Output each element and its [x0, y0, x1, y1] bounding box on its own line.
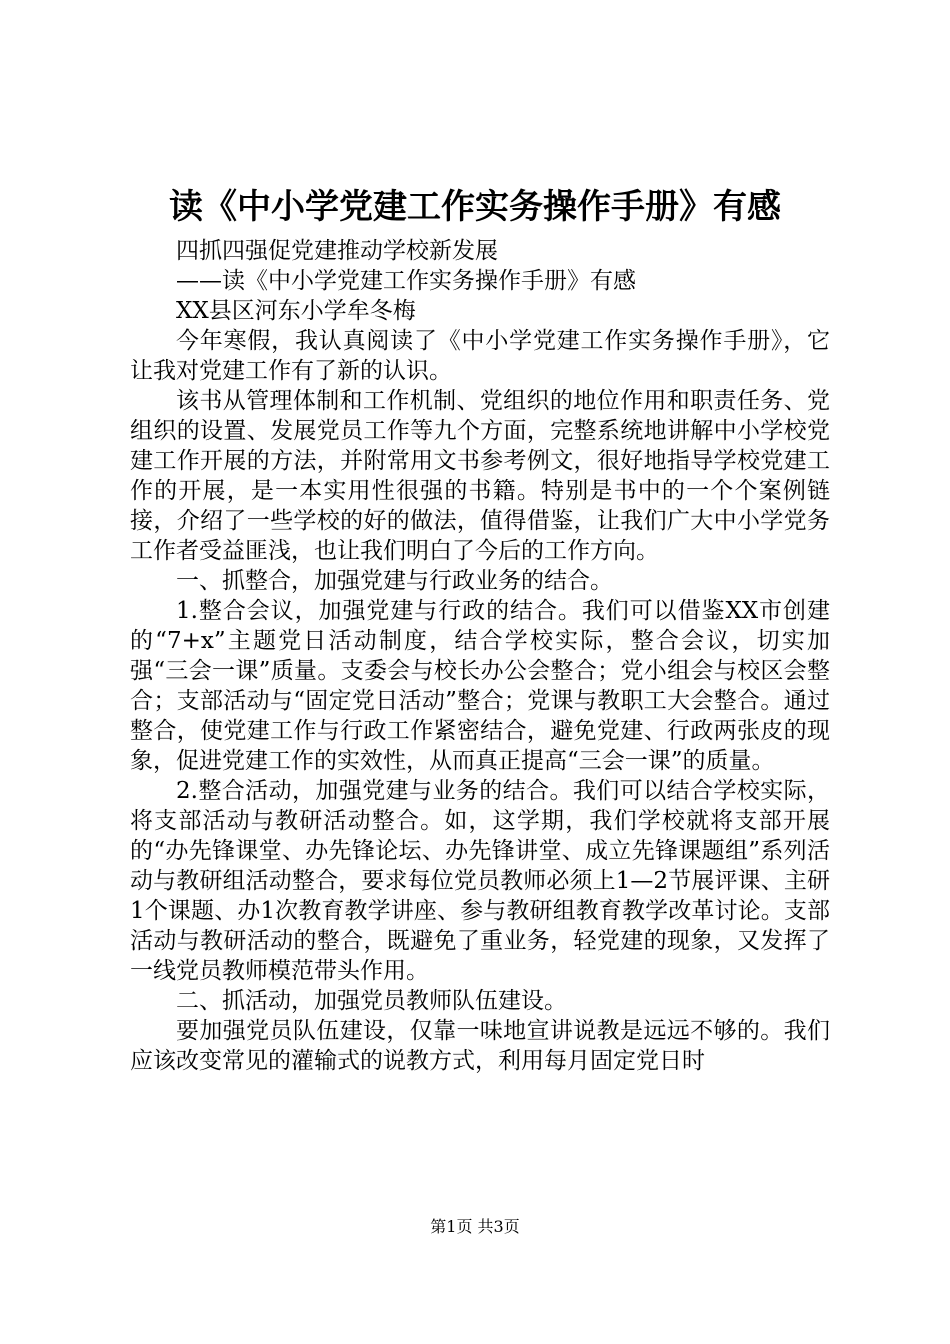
document-body [130, 236, 830, 1076]
section-heading: 二、抓活动，加强党员教师队伍建设。 [176, 988, 567, 1014]
paragraph: 今年寒假，我认真阅读了《中小学党建工作实务操作手册》，它让我对党建工作有了新的认识。 [130, 328, 830, 384]
section-heading: 一、抓整合，加强党建与行政业务的结合。 [176, 568, 613, 594]
author-line: XX县区河东小学牟冬梅 [176, 298, 416, 324]
paragraph: 1.整合会议，加强党建与行政的结合。我们可以借鉴XX市创建的“7+x”主题党日活动制度，结合学校实际，整合会议，切实加强“三会一课”质量。支委会与校长办公会整合；党小组会与校区会整合；支部活动与“固定党日活动”整合；党课与教职工大会整合。通过整合，使党建工作与行政工作紧密结合，避免党建、行政两张皮的现象，促进党建工作的实效性，从而真正提高“三会一课”的质量。 [130, 598, 830, 774]
paragraph: 2.整合活动，加强党建与业务的结合。我们可以结合学校实际，将支部活动与教研活动整合。如，这学期，我们学校就将支部开展的“办先锋课堂、办先锋论坛、办先锋讲堂、成立先锋课题组”系列活动与教研组活动整合，要求每位党员教师必须上1—2节展评课、主研1个课题、办1次教育教学讲座、参与教研组教育教学改革讨论。支部活动与教研活动的整合，既避免了重业务，轻党建的现象，又发挥了一线党员教师模范带头作用。 [130, 778, 830, 984]
subheading-line: ——读《中小学党建工作实务操作手册》有感 [176, 268, 636, 294]
paragraph: 该书从管理体制和工作机制、党组织的地位作用和职责任务、党组织的设置、发展党员工作等九个方面，完整系统地讲解中小学校党建工作开展的方法，并附常用文书参考例文，很好地指导学校党建工作的开展，是一本实用性很强的书籍。特别是书中的一个个案例链接，介绍了一些学校的好的做法，值得借鉴，让我们广大中小学党务工作者受益匪浅，也让我们明白了今后的工作方向。 [130, 388, 830, 564]
subtitle-line: 四抓四强促党建推动学校新发展 [176, 238, 498, 264]
page-number: 第1页 共3页 [430, 1217, 520, 1236]
document-title: 读《中小学党建工作实务操作手册》有感 [169, 187, 781, 227]
paragraph: 要加强党员队伍建设，仅靠一味地宣讲说教是远远不够的。我们应该改变常见的灌输式的说教方式，利用每月固定党日时 [130, 1018, 830, 1074]
